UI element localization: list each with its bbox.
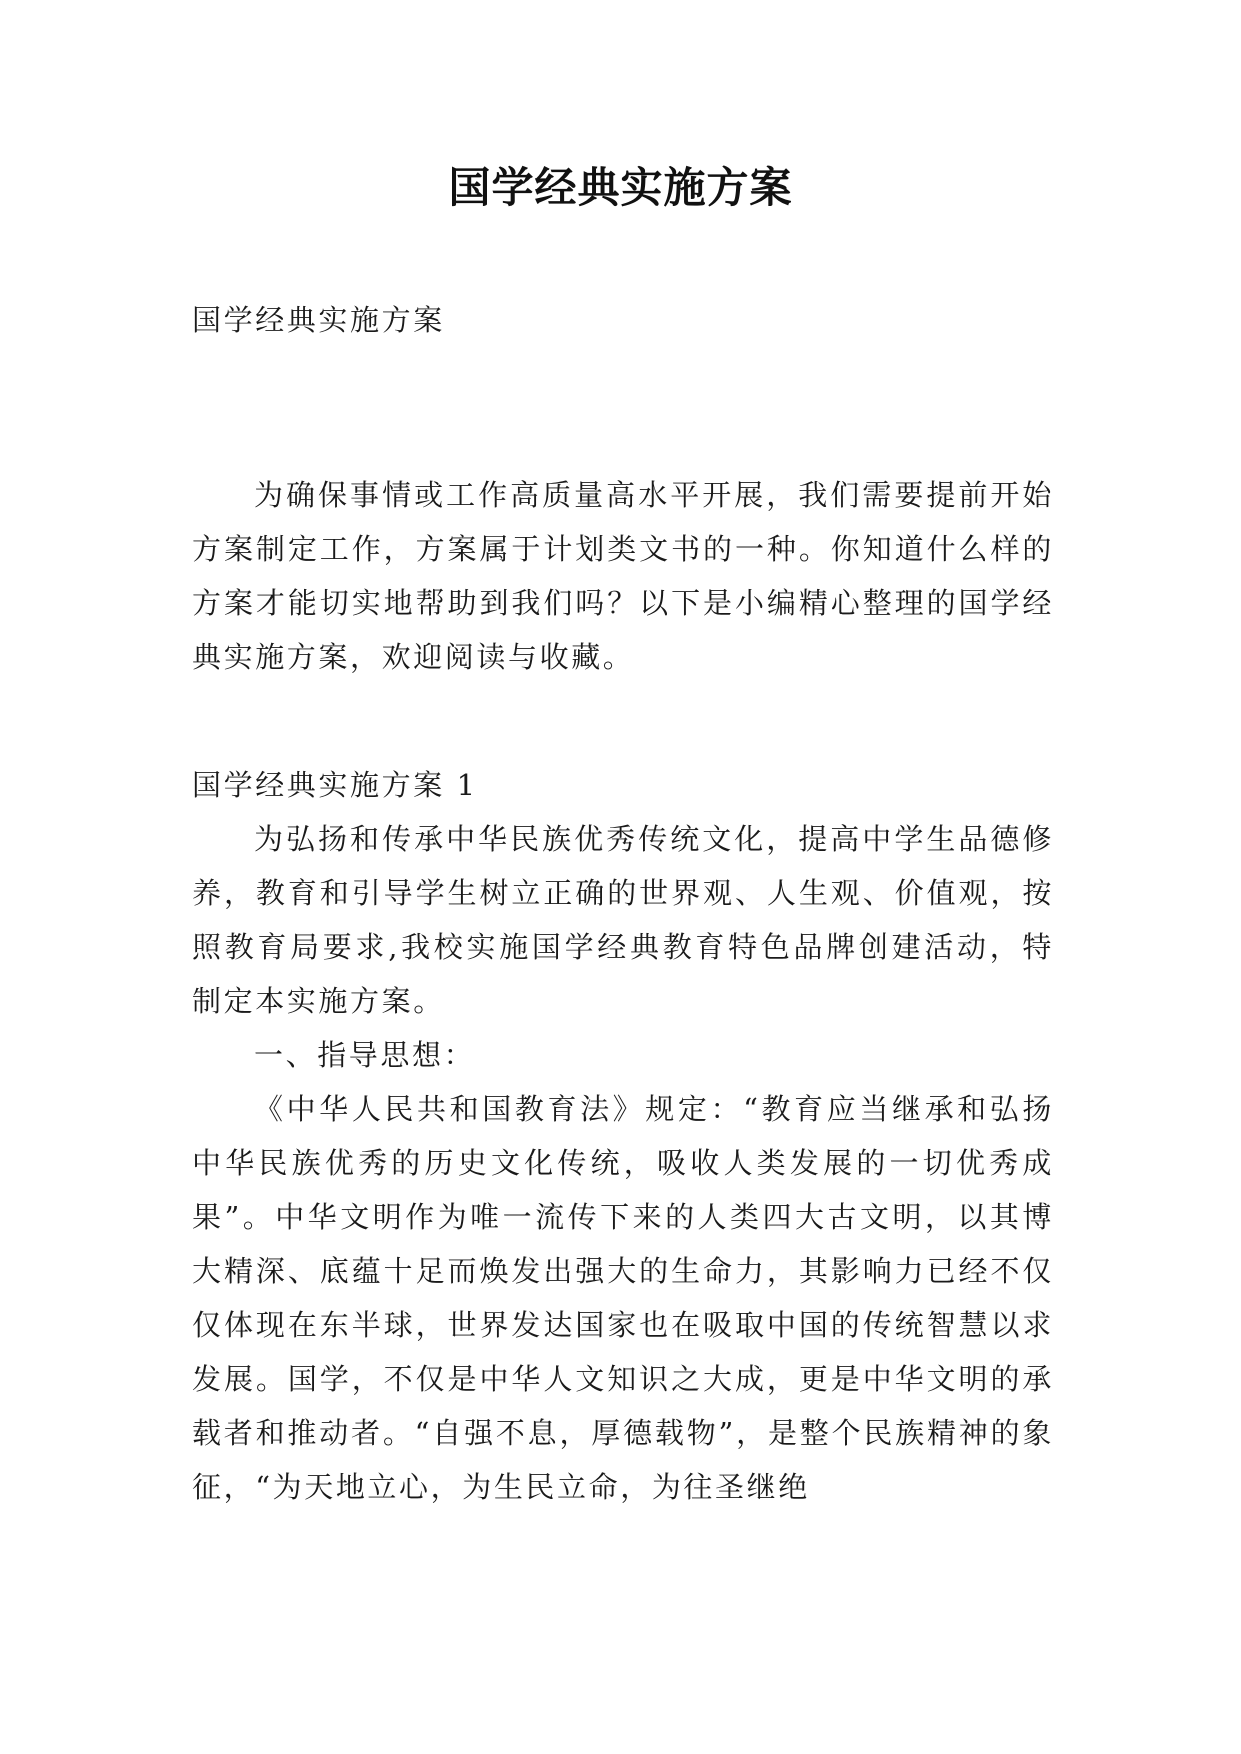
document-title: 国学经典实施方案: [448, 163, 793, 212]
body-paragraph-1: 为弘扬和传承中华民族优秀传统文化，提高中学生品德修养，教育和引导学生树立正确的世界观、人生观、价值观，按照教育局要求,我校实施国学经典教育特色品牌创建活动，特制定本实施方案。: [192, 822, 1054, 1018]
document-subtitle: 国学经典实施方案: [192, 303, 445, 337]
section-heading-guiding-ideology: 一、指导思想：: [254, 1038, 476, 1072]
section-title: 国学经典实施方案 1: [192, 768, 478, 802]
body-paragraph-2: 《中华人民共和国教育法》规定：“教育应当继承和弘扬中华民族优秀的历史文化传统，吸收人类发展的一切优秀成果”。中华文明作为唯一流传下来的人类四大古文明，以其博大精深、底蕴十足而焕发出强大的生命力，其影响力已经不仅仅体现在东半球，世界发达国家也在吸取中国的传统智慧以求发展。国学，不仅是中华人文知识之大成，更是中华文明的承载者和推动者。“自强不息，厚德载物”，是整个民族精神的象征，“为天地立心，为生民立命，为往圣继绝: [192, 1092, 1054, 1504]
intro-paragraph: 为确保事情或工作高质量高水平开展，我们需要提前开始方案制定工作，方案属于计划类文书的一种。你知道什么样的方案才能切实地帮助到我们吗？以下是小编精心整理的国学经典实施方案，欢迎阅读与收藏。: [192, 478, 1054, 674]
